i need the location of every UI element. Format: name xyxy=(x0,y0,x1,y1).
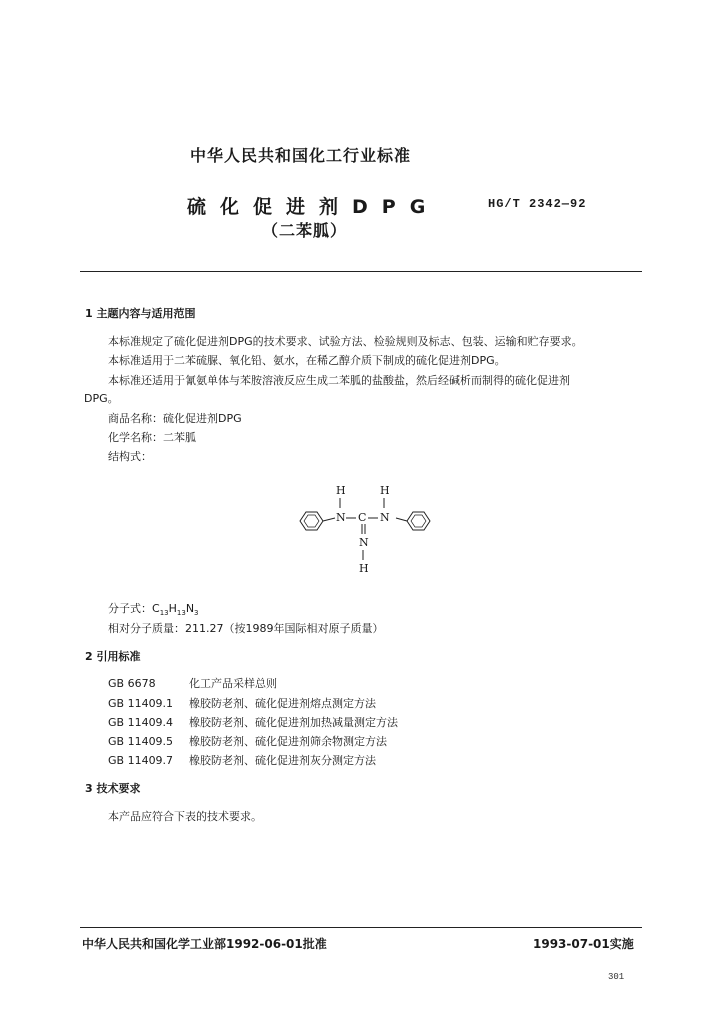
section-1-paragraph-3: 本标准还适用于氰氨单体与苯胺溶液反应生成二苯胍的盐酸盐，然后经碱析而制得的硫化促进剂 xyxy=(108,374,570,387)
section-1-paragraph-3-cont: DPG。 xyxy=(84,392,119,405)
page-number: 301 xyxy=(608,972,625,982)
section-3-heading: 3 技术要求 xyxy=(85,782,141,795)
chemical-name: 化学名称：二苯胍 xyxy=(108,431,196,444)
header-rule xyxy=(80,271,642,272)
atom-h-left: H xyxy=(336,484,346,497)
footer-rule xyxy=(80,927,642,928)
reference-code: GB 6678 xyxy=(108,677,156,690)
standard-number: HG/T 2342—92 xyxy=(488,197,587,211)
reference-title: 化工产品采样总则 xyxy=(189,677,277,690)
reference-code: GB 11409.5 xyxy=(108,735,174,748)
formula-h-count: 13 xyxy=(176,609,186,618)
section-1-heading: 1 主题内容与适用范围 xyxy=(85,307,196,320)
structural-formula xyxy=(290,478,440,578)
reference-code: GB 11409.7 xyxy=(108,754,174,767)
atom-n-left: N xyxy=(336,511,346,524)
atom-h-right: H xyxy=(380,484,390,497)
formula-c-count: 13 xyxy=(159,609,169,618)
molecular-formula xyxy=(108,600,199,617)
issuing-body: 中华人民共和国化工行业标准 xyxy=(190,146,412,165)
reference-title: 橡胶防老剂、硫化促进剂熔点测定方法 xyxy=(189,697,376,710)
atom-n-right: N xyxy=(380,511,390,524)
approval-line: 中华人民共和国化学工业部1992-06-01批准 xyxy=(82,937,327,951)
section-3-paragraph-1: 本产品应符合下表的技术要求。 xyxy=(108,810,262,823)
formula-h: H xyxy=(168,602,177,615)
reference-item xyxy=(108,752,376,768)
reference-item xyxy=(108,695,376,711)
section-1-paragraph-2: 本标准适用于二苯硫脲、氧化铅、氨水，在稀乙醇介质下制成的硫化促进剂DPG。 xyxy=(108,354,506,367)
reference-code: GB 11409.1 xyxy=(108,697,174,710)
document-subtitle: （二苯胍） xyxy=(262,221,348,240)
molar-mass: 相对分子质量：211.27（按1989年国际相对原子质量） xyxy=(108,622,384,635)
reference-code: GB 11409.4 xyxy=(108,716,174,729)
reference-item xyxy=(108,733,387,749)
section-2-heading: 2 引用标准 xyxy=(85,650,141,663)
formula-prefix: 分子式：C xyxy=(108,602,160,615)
reference-item xyxy=(108,714,398,730)
trade-name: 商品名称：硫化促进剂DPG xyxy=(108,412,242,425)
structure-label: 结构式： xyxy=(108,450,152,463)
reference-title: 橡胶防老剂、硫化促进剂灰分测定方法 xyxy=(189,754,376,767)
atom-c-center: C xyxy=(358,511,367,524)
reference-item xyxy=(108,675,277,691)
reference-title: 橡胶防老剂、硫化促进剂加热减量测定方法 xyxy=(189,716,398,729)
formula-n: N xyxy=(185,602,195,615)
document-title: 硫化促进剂DPG xyxy=(187,196,440,218)
atom-h-bottom: H xyxy=(359,562,369,575)
formula-n-count: 3 xyxy=(194,609,199,618)
implementation-date: 1993-07-01实施 xyxy=(533,937,634,951)
reference-title: 橡胶防老剂、硫化促进剂筛余物测定方法 xyxy=(189,735,387,748)
atom-n-bottom: N xyxy=(359,536,369,549)
section-1-paragraph-1: 本标准规定了硫化促进剂DPG的技术要求、试验方法、检验规则及标志、包装、运输和贮存要求。 xyxy=(108,335,583,348)
